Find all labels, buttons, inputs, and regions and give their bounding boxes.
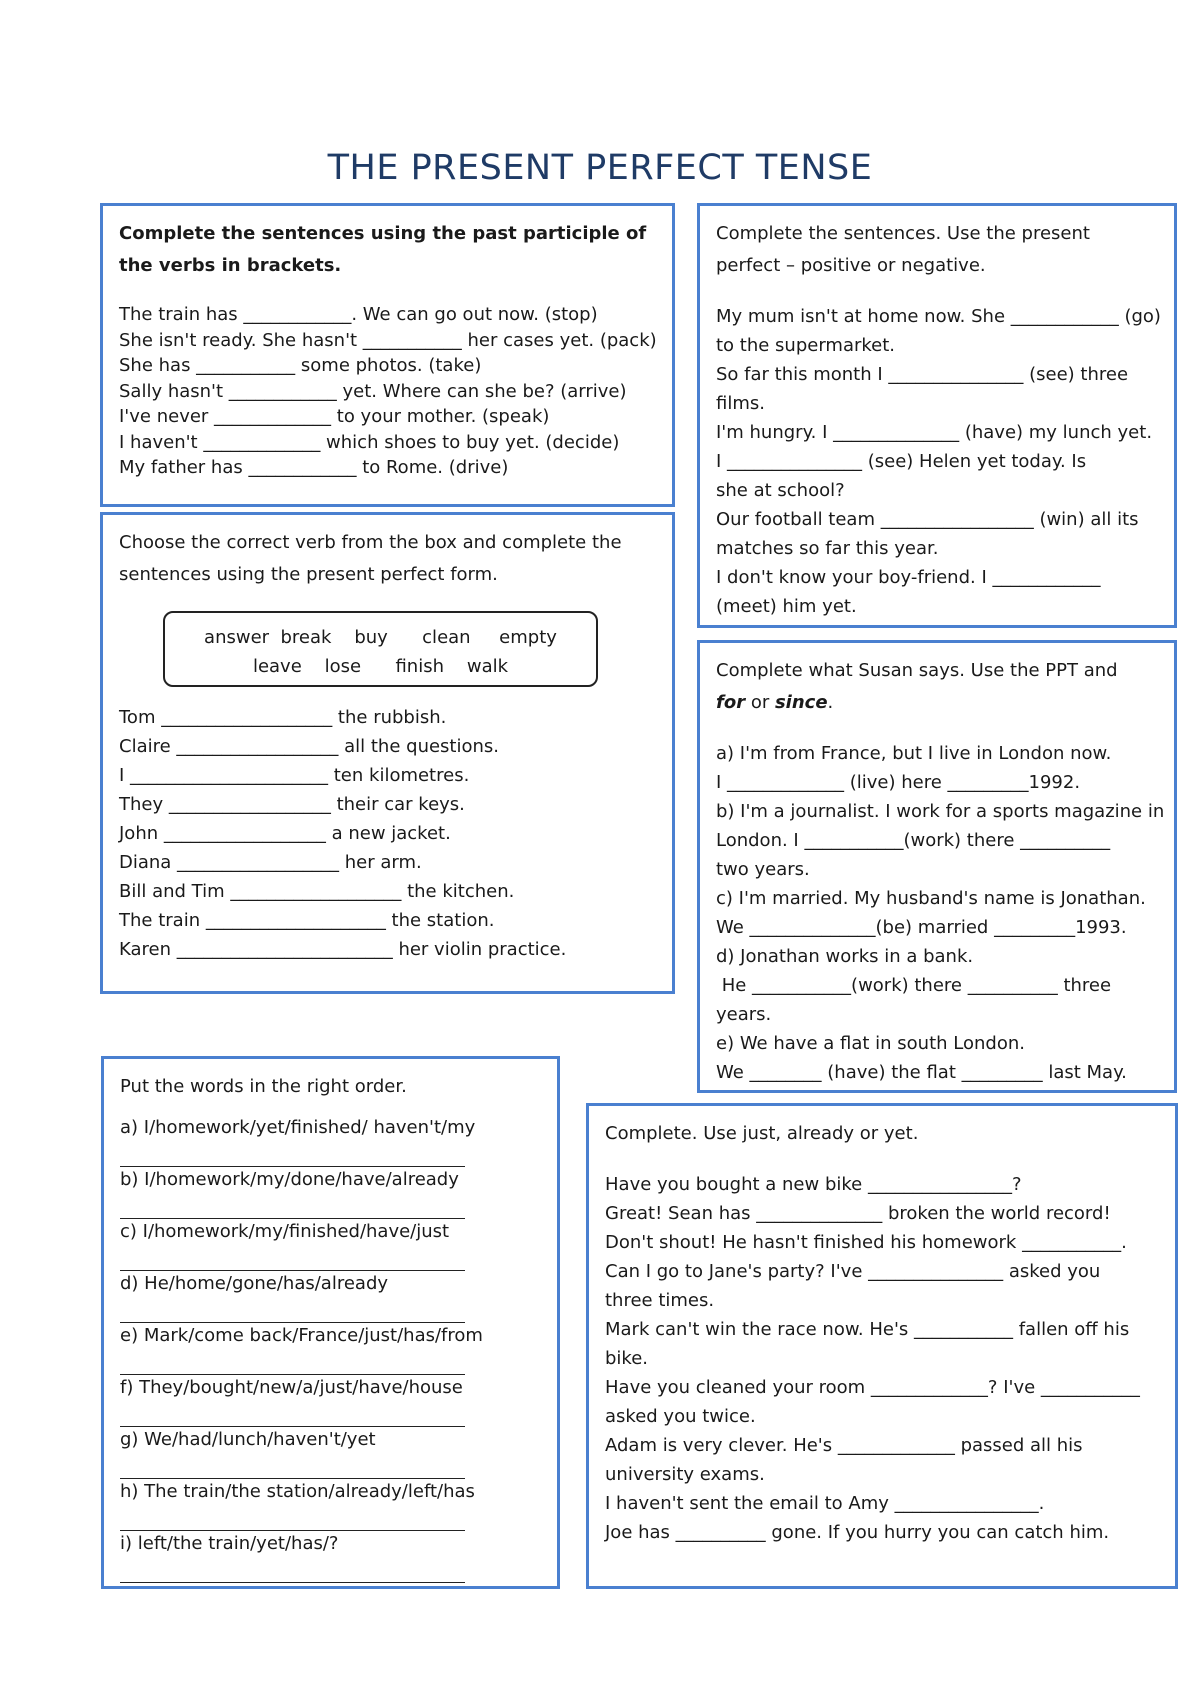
verb-row: leave lose finish walk <box>252 656 509 677</box>
sentence-line: she at school? <box>716 480 845 501</box>
sentence-line: Karen ________________________ her violin practice. <box>119 939 567 960</box>
word-order-list <box>120 1115 541 1583</box>
answer-line[interactable] <box>120 1452 465 1479</box>
word-order-item: d) He/home/gone/has/already <box>120 1273 389 1294</box>
sentence-line: We ________ (have) the flat _________ last May. <box>716 1062 1127 1083</box>
sentence-line: The train ____________________ the station. <box>119 910 495 931</box>
sentence-line: I'm hungry. I ______________ (have) my lunch yet. <box>716 422 1153 443</box>
sentence-line: films. <box>716 393 765 414</box>
sentence-line: London. I ___________(work) there __________ <box>716 830 1111 851</box>
sentence-list <box>716 739 1165 1087</box>
answer-line[interactable] <box>120 1400 465 1427</box>
sentence-line: university exams. <box>605 1464 765 1485</box>
sentence-line: (meet) him yet. <box>716 596 857 617</box>
sentence-line: My mum isn't at home now. She ____________ (go) <box>716 306 1161 327</box>
page-title: THE PRESENT PERFECT TENSE <box>327 148 873 188</box>
word-order-item: b) I/homework/my/done/have/already <box>120 1169 459 1190</box>
keyword-since: since <box>774 692 828 713</box>
sentence-line: e) We have a flat in south London. <box>716 1033 1025 1054</box>
exercise-instruction: Complete the sentences using the past participle of the verbs in brackets. <box>119 223 647 276</box>
exercise-positive-negative <box>697 203 1177 628</box>
answer-line[interactable] <box>120 1348 465 1375</box>
word-order-item: f) They/bought/new/a/just/have/house <box>120 1377 463 1398</box>
sentence-line: three times. <box>605 1290 715 1311</box>
sentence-line: She has ___________ some photos. (take) <box>119 355 482 376</box>
verb-row: answer break buy clean empty <box>204 627 557 648</box>
sentence-line: John __________________ a new jacket. <box>119 823 451 844</box>
sentence-line: Great! Sean has ______________ broken the world record! <box>605 1203 1111 1224</box>
answer-line[interactable] <box>120 1244 465 1271</box>
sentence-line: Joe has __________ gone. If you hurry you can catch him. <box>605 1522 1110 1543</box>
sentence-line: a) I'm from France, but I live in London now. <box>716 743 1112 764</box>
sentence-list <box>716 302 1161 621</box>
exercise-instruction: Put the words in the right order. <box>120 1076 407 1097</box>
sentence-line: Adam is very clever. He's _____________ passed all his <box>605 1435 1083 1456</box>
sentence-line: I haven't _____________ which shoes to buy yet. (decide) <box>119 431 620 453</box>
word-order-item: c) I/homework/my/finished/have/just <box>120 1221 450 1242</box>
exercise-just-already-yet <box>586 1103 1178 1589</box>
sentence-line: Don't shout! He hasn't finished his homework ___________. <box>605 1232 1127 1253</box>
answer-line[interactable] <box>120 1296 465 1323</box>
exercise-instruction: Complete what Susan says. Use the PPT and for or since. <box>716 660 1118 713</box>
sentence-line: two years. <box>716 859 810 880</box>
answer-line[interactable] <box>120 1504 465 1531</box>
sentence-line: I've never _____________ to your mother. (speak) <box>119 406 550 427</box>
sentence-list <box>119 703 656 964</box>
sentence-line: Diana __________________ her arm. <box>119 852 422 873</box>
sentence-line: Bill and Tim ___________________ the kitchen. <box>119 881 515 902</box>
sentence-line: Claire __________________ all the questions. <box>119 736 500 757</box>
word-order-item: h) The train/the station/already/left/has <box>120 1481 475 1502</box>
sentence-line: So far this month I _______________ (see) three <box>716 364 1129 385</box>
sentence-line: Have you bought a new bike ________________? <box>605 1174 1022 1195</box>
exercise-instruction: Choose the correct verb from the box and complete the sentences using the present perfect form. <box>119 532 622 585</box>
sentence-line: Have you cleaned your room _____________? I've ___________ <box>605 1377 1140 1398</box>
sentence-line: I _______________ (see) Helen yet today. Is <box>716 451 1087 472</box>
sentence-list <box>605 1170 1159 1547</box>
exercise-for-since <box>697 640 1177 1093</box>
verb-box <box>163 611 598 687</box>
keyword-for: for <box>716 692 746 713</box>
sentence-line: asked you twice. <box>605 1406 756 1427</box>
sentence-line: bike. <box>605 1348 649 1369</box>
sentence-line: Sally hasn't ____________ yet. Where can she be? (arrive) <box>119 380 627 402</box>
instruction-text: Complete what Susan says. Use the PPT and <box>716 660 1118 681</box>
answer-line[interactable] <box>120 1140 465 1167</box>
exercise-instruction: Complete. Use just, already or yet. <box>605 1123 919 1144</box>
sentence-line: I _____________ (live) here _________1992. <box>716 772 1081 793</box>
word-order-item: a) I/homework/yet/finished/ haven't/my <box>120 1117 476 1138</box>
sentence-line: Tom ___________________ the rubbish. <box>119 707 447 728</box>
sentence-line: d) Jonathan works in a bank. <box>716 946 974 967</box>
sentence-line: The train has ____________. We can go out now. (stop) <box>119 304 598 325</box>
sentence-list <box>119 302 656 481</box>
word-order-item: e) Mark/come back/France/just/has/from <box>120 1325 483 1346</box>
answer-line[interactable] <box>120 1192 465 1219</box>
sentence-line: I don't know your boy-friend. I ____________ <box>716 567 1101 588</box>
sentence-line: Mark can't win the race now. He's ___________ fallen off his <box>605 1319 1130 1340</box>
sentence-line: b) I'm a journalist. I work for a sports magazine in <box>716 801 1165 822</box>
sentence-line: years. <box>716 1004 772 1025</box>
sentence-line: I ______________________ ten kilometres. <box>119 765 470 786</box>
sentence-line: He ___________(work) there __________ three <box>716 975 1112 996</box>
sentence-line: Can I go to Jane's party? I've _______________ asked you <box>605 1261 1101 1282</box>
sentence-line: My father has ____________ to Rome. (drive) <box>119 457 509 478</box>
sentence-line: They __________________ their car keys. <box>119 794 465 815</box>
sentence-line: I haven't sent the email to Amy ________________. <box>605 1493 1045 1514</box>
sentence-line: to the supermarket. <box>716 335 896 356</box>
exercise-past-participle <box>100 203 675 507</box>
answer-line[interactable] <box>120 1556 465 1583</box>
sentence-line: Our football team _________________ (win) all its <box>716 509 1139 530</box>
sentence-line: We ______________(be) married _________1993. <box>716 917 1127 938</box>
exercise-verb-box <box>100 512 675 994</box>
instruction-or: or <box>750 692 770 713</box>
exercise-word-order <box>101 1056 560 1589</box>
sentence-line: c) I'm married. My husband's name is Jonathan. <box>716 888 1146 909</box>
word-order-item: g) We/had/lunch/haven't/yet <box>120 1429 376 1450</box>
word-order-item: i) left/the train/yet/has/? <box>120 1533 339 1554</box>
sentence-line: She isn't ready. She hasn't ___________ her cases yet. (pack) <box>119 329 657 351</box>
exercise-instruction: Complete the sentences. Use the present perfect – positive or negative. <box>716 223 1090 276</box>
sentence-line: matches so far this year. <box>716 538 939 559</box>
